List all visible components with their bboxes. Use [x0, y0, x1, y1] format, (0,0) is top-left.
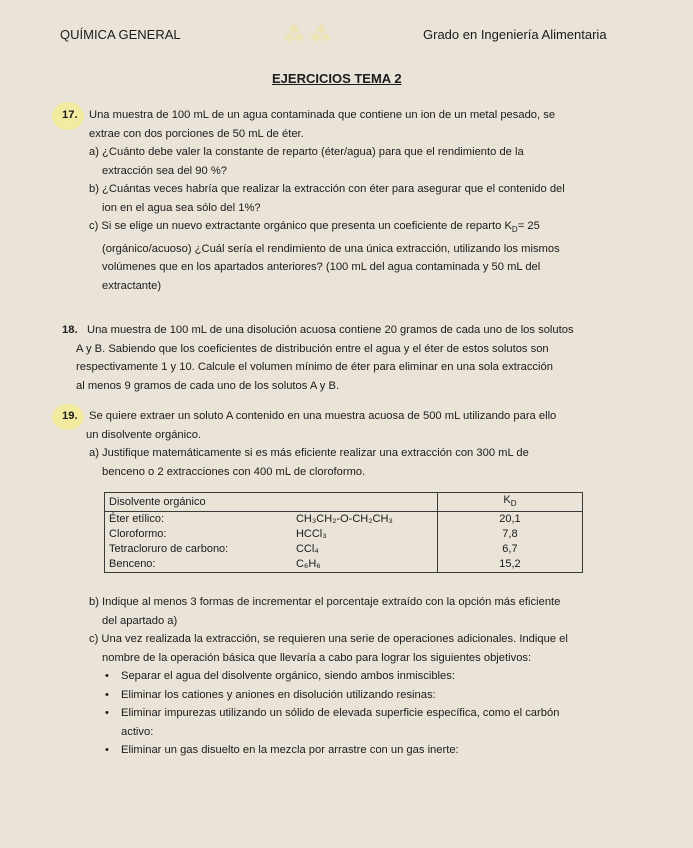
- table-row: Cloroformo: HCCl₃ 7,8: [105, 527, 583, 542]
- exercise-17-intro: Una muestra de 100 mL de un agua contaminada que contiene un ion de un metal pesado, se extrae con dos porciones de 50 mL de éter.: [89, 109, 556, 140]
- highlighter-smudge: ⁂⁂: [284, 24, 337, 46]
- exercise-18-text: Una muestra de 100 mL de una disolución acuosa contiene 20 gramos de cada uno de los solutos A y B. Sabiendo que los coeficientes de distribución entre el agua y el éter de estos solutos son respectivamente 1 y 10. Calcule el volumen mínimo de éter para eliminar en una sola extracción al menos 9 gramos de cada uno de los solutos A y B.: [76, 324, 574, 392]
- table-header-cell: Disolvente orgánico: [105, 493, 438, 512]
- list-item: • Eliminar los cationes y aniones en disolución utilizando resinas:: [105, 686, 635, 705]
- exercise-19-part-c: c) Una vez realizada la extracción, se requieren una serie de operaciones adicionales. Indique el nombre de la operación básica que llevaría a cabo para lograr los siguientes objetivos:: [89, 633, 568, 664]
- table-row: Tetracloruro de carbono: CCl₄ 6,7: [105, 542, 583, 557]
- objectives-list: [105, 667, 635, 760]
- exercise-17-part-c: c) Si se elige un nuevo extractante orgánico que presenta un coeficiente de reparto $K_D= 25$ (orgánico/acuoso) ¿Cuál sería el rendimiento de una única extracción, utilizando los mismos volúmenes que en los apartados anteriores? (100 mL del agua contaminada y 50 mL del extractante): [89, 220, 560, 292]
- table-header-row: [105, 493, 583, 512]
- exercise-number: 19.: [62, 410, 78, 422]
- exercise-19-part-b: b) Indique al menos 3 formas de incrementar el porcentaje extraído con la opción más eficiente del apartado a): [89, 596, 561, 627]
- exercise-number: 17.: [62, 109, 78, 121]
- exercise-number: 18.: [62, 324, 78, 336]
- course-title: QUÍMICA GENERAL: [60, 27, 181, 42]
- partition-coefficient-table: [104, 492, 583, 573]
- page-title: EJERCICIOS TEMA 2: [272, 71, 402, 86]
- exercise-19-intro: Se quiere extraer un soluto A contenido en una muestra acuosa de 500 mL utilizando para ello un disolvente orgánico.: [86, 410, 557, 441]
- table-row: Benceno: C₆H₆ 15,2: [105, 557, 583, 573]
- degree-title: Grado en Ingeniería Alimentaria: [423, 27, 607, 42]
- list-item: • Separar el agua del disolvente orgánico, siendo ambos inmiscibles:: [105, 667, 635, 686]
- table-row: Éter etílico: CH₃CH₂-O-CH₂CH₃ 20,1: [105, 512, 583, 528]
- exercise-17-part-a: a) ¿Cuánto debe valer la constante de reparto (éter/agua) para que el rendimiento de la extracción sea del 90 %?: [89, 146, 524, 177]
- list-item: • Eliminar un gas disuelto en la mezcla por arrastre con un gas inerte:: [105, 741, 635, 760]
- exercise-19-part-a: a) Justifique matemáticamente si es más eficiente realizar una extracción con 300 mL de benceno o 2 extracciones con 400 mL de cloroformo.: [89, 447, 529, 478]
- list-item: • Eliminar impurezas utilizando un sólido de elevada superficie específica, como el carbón activo:: [105, 704, 635, 741]
- table-header-cell: $K_D$: [437, 493, 582, 512]
- exercise-17-part-b: b) ¿Cuántas veces habría que realizar la extracción con éter para asegurar que el contenido del ion en el agua sea sólo del 1%?: [89, 183, 565, 214]
